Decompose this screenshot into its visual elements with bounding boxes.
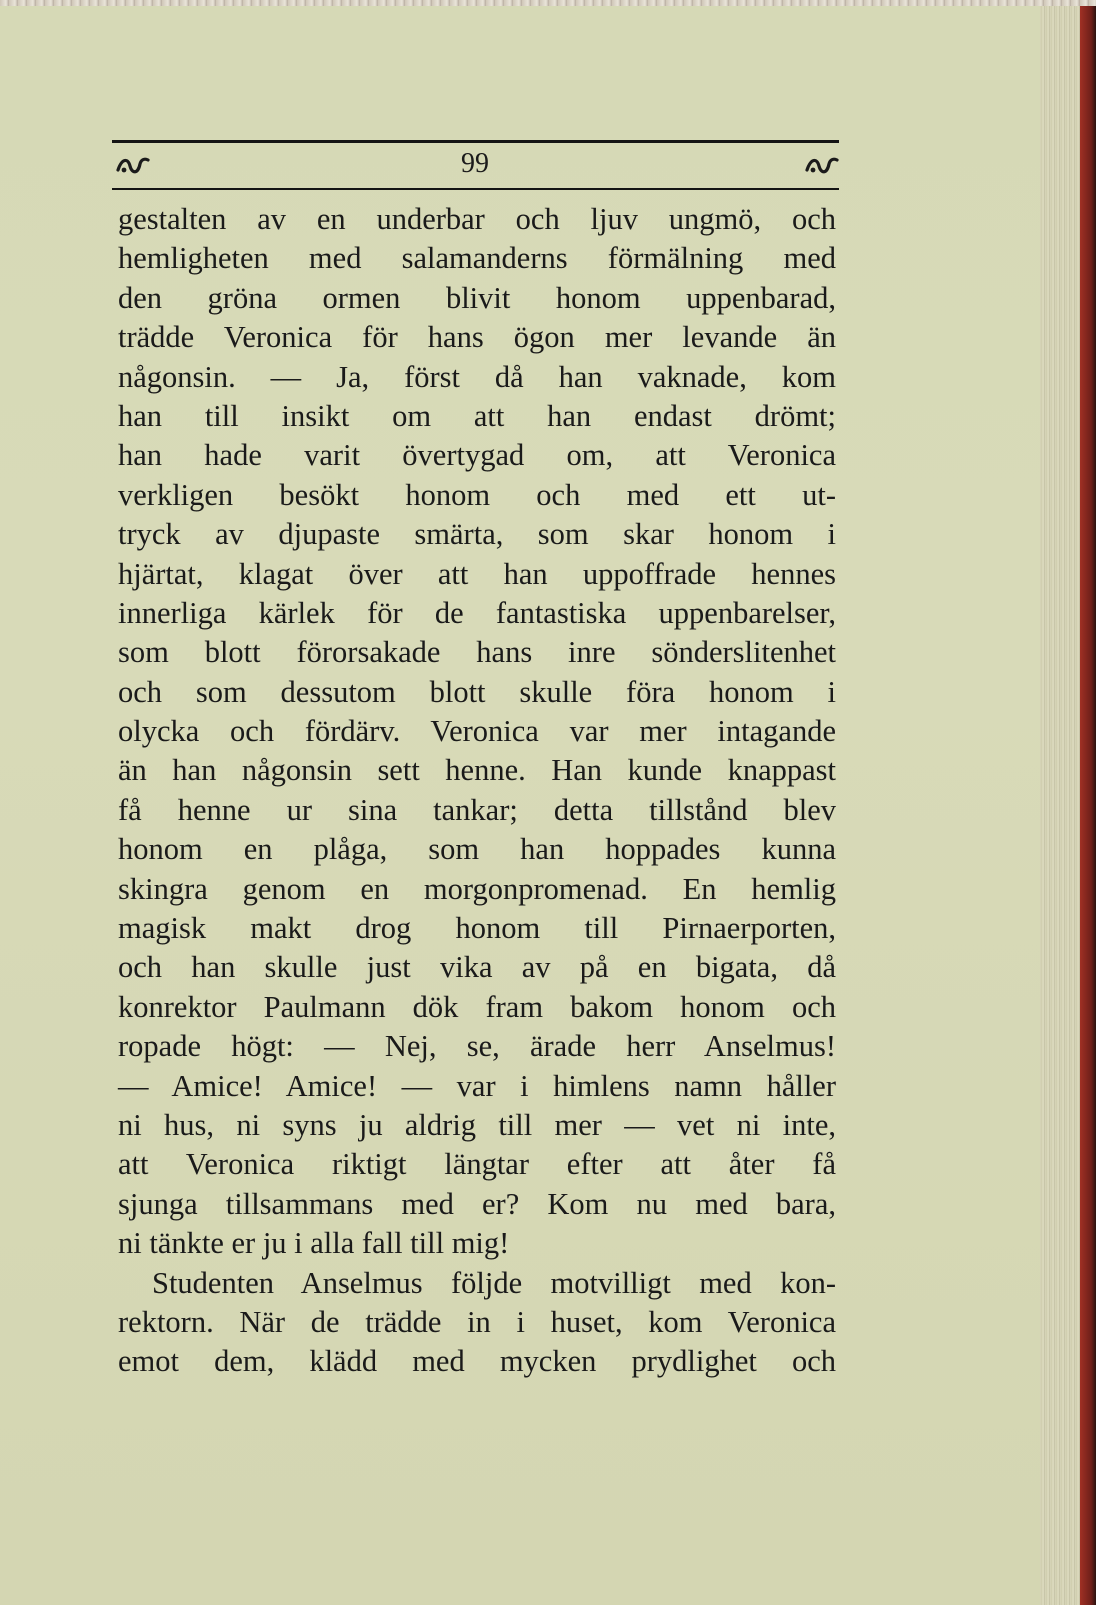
text-line: konrektor Paulmann dök fram bakom honom och [118, 989, 836, 1024]
text-line: att Veronica riktigt längtar efter att åter få [118, 1147, 836, 1182]
text-line: rektorn. När de trädde in i huset, kom Veronica [118, 1304, 836, 1339]
body-text [118, 200, 836, 1382]
text-line: skingra genom en morgonpromenad. En hemlig [118, 871, 836, 906]
fleuron-icon [116, 154, 150, 176]
text-line: den gröna ormen blivit honom uppenbarad, [118, 280, 836, 315]
text-line: än han någonsin sett henne. Han kunde knappast [118, 753, 836, 788]
text-line: hjärtat, klagat över att han uppoffrade hennes [118, 556, 836, 591]
text-line: honom en plåga, som han hoppades kunna [118, 832, 836, 867]
text-line: trädde Veronica för hans ögon mer levande än [118, 320, 836, 355]
text-line: han till insikt om att han endast drömt; [118, 398, 836, 433]
text-line: ropade högt: — Nej, se, ärade herr Anselmus! [118, 1029, 836, 1064]
header-rule-top [112, 140, 839, 143]
text-line: han hade varit övertygad om, att Veronica [118, 438, 836, 473]
text-line: innerliga kärlek för de fantastiska uppenbarelser, [118, 595, 836, 630]
text-line: som blott förorsakade hans inre sönderslitenhet [118, 635, 836, 670]
text-line: ni hus, ni syns ju aldrig till mer — vet ni inte, [118, 1107, 836, 1142]
text-line: emot dem, klädd med mycken prydlighet och [118, 1344, 836, 1379]
page-edge-binding [1040, 0, 1096, 1605]
top-page-edge [0, 0, 1096, 6]
text-line: — Amice! Amice! — var i himlens namn håller [118, 1068, 836, 1103]
text-line: ni tänkte er ju i alla fall till mig! [118, 1226, 510, 1261]
text-line: olycka och fördärv. Veronica var mer intagande [118, 714, 836, 749]
text-line: någonsin. — Ja, först då han vaknade, kom [118, 359, 836, 394]
text-line: Studenten Anselmus följde motvilligt med kon- [152, 1265, 836, 1300]
paragraph [118, 1264, 836, 1382]
text-line: verkligen besökt honom och med ett ut- [118, 477, 836, 512]
text-line: hemligheten med salamanderns förmälning med [118, 241, 836, 276]
fleuron-icon [805, 154, 839, 176]
text-line: magisk makt drog honom till Pirnaerporten, [118, 911, 836, 946]
text-line: och som dessutom blott skulle föra honom i [118, 674, 836, 709]
text-line: och han skulle just vika av på en bigata, då [118, 950, 836, 985]
text-line: sjunga tillsammans med er? Kom nu med bara, [118, 1186, 836, 1221]
text-line: gestalten av en underbar och ljuv ungmö, och [118, 202, 836, 236]
header-rule-bottom [112, 188, 839, 190]
text-line: tryck av djupaste smärta, som skar honom i [118, 517, 836, 552]
page-number: 99 [461, 148, 489, 179]
text-line: få henne ur sina tankar; detta tillstånd blev [118, 792, 836, 827]
paragraph [118, 200, 836, 1264]
